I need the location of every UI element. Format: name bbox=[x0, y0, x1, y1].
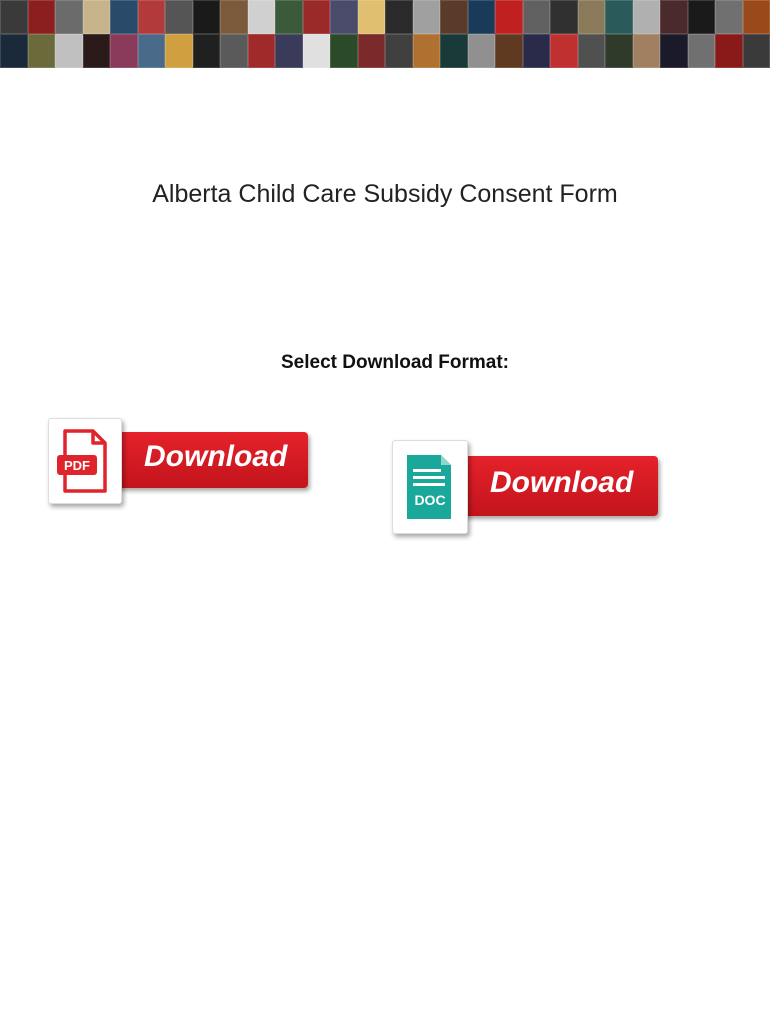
banner-tile bbox=[743, 0, 770, 34]
doc-download-button[interactable] bbox=[392, 440, 660, 534]
banner-tile bbox=[248, 0, 276, 34]
banner-tile bbox=[55, 34, 83, 68]
banner-tile bbox=[660, 34, 688, 68]
banner-tile bbox=[220, 34, 248, 68]
banner-tile bbox=[715, 0, 743, 34]
banner-tile bbox=[275, 34, 303, 68]
pdf-format-text: PDF bbox=[64, 458, 90, 473]
page-title: Alberta Child Care Subsidy Consent Form bbox=[152, 180, 618, 208]
banner-tile bbox=[440, 0, 468, 34]
banner-tile bbox=[385, 34, 413, 68]
banner-tile bbox=[193, 34, 221, 68]
banner-tile bbox=[495, 34, 523, 68]
banner-tile bbox=[550, 34, 578, 68]
banner-tile bbox=[743, 34, 770, 68]
select-format-label: Select Download Format: bbox=[280, 352, 510, 373]
banner-tile bbox=[660, 0, 688, 34]
banner-tile bbox=[523, 0, 551, 34]
banner-tile bbox=[28, 34, 56, 68]
banner-tile bbox=[468, 0, 496, 34]
download-label: Download bbox=[144, 440, 288, 473]
banner-tile bbox=[633, 34, 661, 68]
banner-tile bbox=[55, 0, 83, 34]
banner-tile bbox=[330, 0, 358, 34]
banner-tile bbox=[0, 34, 28, 68]
banner-tile bbox=[138, 34, 166, 68]
banner-tile bbox=[523, 34, 551, 68]
banner-tile bbox=[165, 0, 193, 34]
banner-tile bbox=[578, 34, 606, 68]
banner-tile bbox=[688, 0, 716, 34]
doc-format-text: DOC bbox=[414, 492, 446, 508]
banner-tile bbox=[413, 0, 441, 34]
banner-tile bbox=[385, 0, 413, 34]
banner-tile bbox=[275, 0, 303, 34]
banner-tile bbox=[83, 0, 111, 34]
doc-file-icon bbox=[392, 440, 468, 534]
banner-tile bbox=[633, 0, 661, 34]
banner-tile bbox=[165, 34, 193, 68]
banner-tile bbox=[0, 0, 28, 34]
banner-tile bbox=[688, 34, 716, 68]
banner-tile bbox=[28, 0, 56, 34]
header-banner bbox=[0, 0, 770, 68]
pdf-download-button[interactable] bbox=[48, 418, 310, 504]
banner-tile bbox=[413, 34, 441, 68]
banner-tile bbox=[193, 0, 221, 34]
banner-tile bbox=[605, 34, 633, 68]
banner-tile bbox=[110, 34, 138, 68]
banner-tile bbox=[220, 0, 248, 34]
banner-tile bbox=[248, 34, 276, 68]
banner-tile bbox=[303, 0, 331, 34]
banner-tile bbox=[358, 0, 386, 34]
banner-tile bbox=[440, 34, 468, 68]
banner-tile bbox=[83, 34, 111, 68]
banner-tile bbox=[495, 0, 523, 34]
banner-tile bbox=[330, 34, 358, 68]
banner-tile bbox=[468, 34, 496, 68]
banner-tile bbox=[138, 0, 166, 34]
banner-tile bbox=[578, 0, 606, 34]
download-label: Download bbox=[490, 466, 634, 499]
banner-tile bbox=[358, 34, 386, 68]
banner-tile bbox=[550, 0, 578, 34]
banner-tile bbox=[605, 0, 633, 34]
banner-tile bbox=[303, 34, 331, 68]
banner-tile bbox=[715, 34, 743, 68]
banner-tile bbox=[110, 0, 138, 34]
pdf-file-icon bbox=[48, 418, 122, 504]
